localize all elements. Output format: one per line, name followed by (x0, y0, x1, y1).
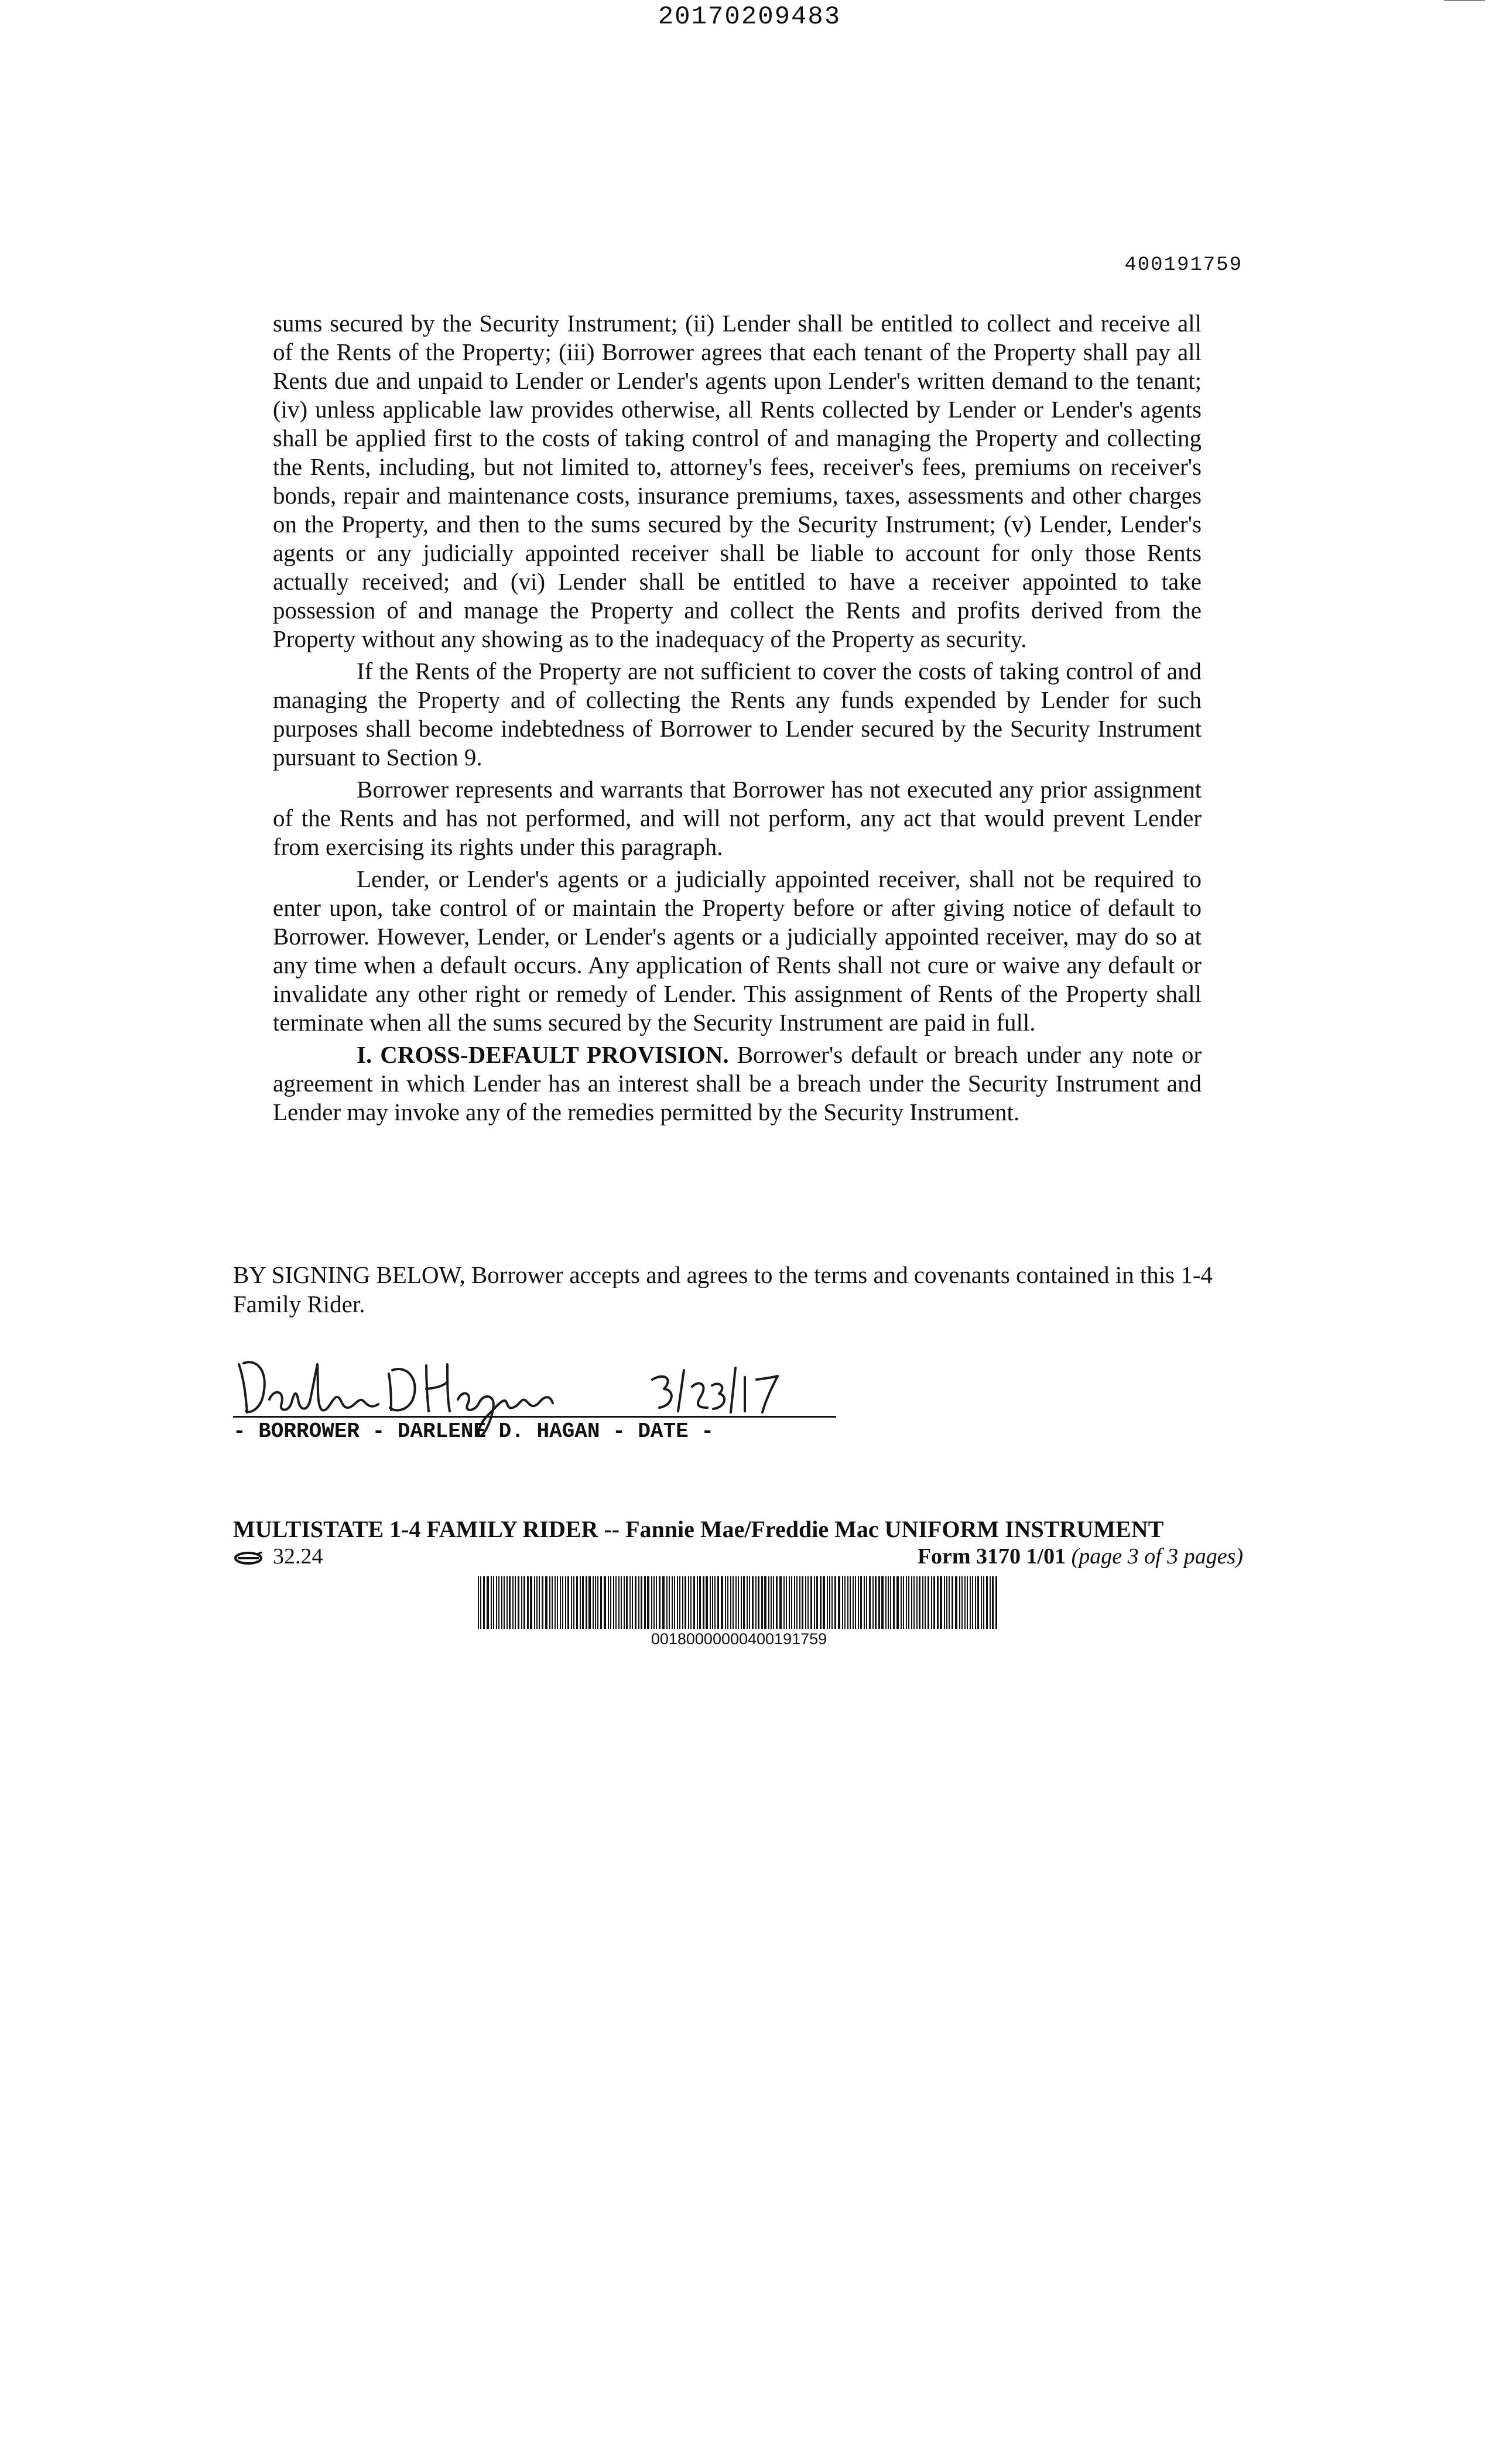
barcode-bar (844, 1576, 846, 1629)
barcode-bar (549, 1576, 550, 1629)
barcode-bar (552, 1576, 553, 1629)
barcode-bar (656, 1576, 657, 1629)
signature-block (233, 1347, 936, 1481)
barcode-bar (888, 1576, 889, 1629)
barcode-bar (530, 1576, 532, 1629)
barcode-bar (928, 1576, 929, 1629)
barcode-bar (699, 1576, 701, 1629)
barcode-bar (615, 1576, 617, 1629)
barcode-bar (491, 1576, 492, 1629)
barcode-bar (571, 1576, 572, 1629)
signing-statement: BY SIGNING BELOW, Borrower accepts and agrees to the terms and covenants contained in this 1-4 Family Rider. (233, 1261, 1213, 1317)
barcode-bar (779, 1576, 782, 1629)
barcode-bar (831, 1576, 833, 1629)
barcode-bar (496, 1576, 497, 1629)
form-title: MULTISTATE 1-4 FAMILY RIDER -- Fannie Mae/Freddie Mac UNIFORM INSTRUMENT (233, 1516, 1164, 1542)
barcode-bar (573, 1576, 574, 1629)
barcode-bar (972, 1576, 973, 1629)
barcode-bar (567, 1576, 569, 1629)
barcode-bar (608, 1576, 609, 1629)
barcode-bar (582, 1576, 584, 1629)
page-count: (page 3 of 3 pages) (1071, 1544, 1243, 1569)
barcode-bar (783, 1576, 785, 1629)
barcode-bar (580, 1576, 581, 1629)
form-reference (918, 1544, 1243, 1569)
barcode-bar (542, 1576, 543, 1629)
barcode-bar (919, 1576, 920, 1629)
signature-caption: - BORROWER - DARLENE D. HAGAN - DATE - (233, 1419, 714, 1443)
barcode-bar (690, 1576, 692, 1629)
barcode-bar (858, 1576, 859, 1629)
barcode-bar (685, 1576, 686, 1629)
barcode-bar (560, 1576, 561, 1629)
barcode-bar (534, 1576, 535, 1629)
barcode-bar (747, 1576, 748, 1629)
barcode-bar (755, 1576, 757, 1629)
barcode-bar (964, 1576, 966, 1629)
barcode-bar (604, 1576, 606, 1629)
barcode-bar (878, 1576, 880, 1629)
barcode-bar (618, 1576, 620, 1629)
barcode-bar (799, 1576, 800, 1629)
barcode-bar (908, 1576, 909, 1629)
barcode-bar (717, 1576, 719, 1629)
barcode-bar (776, 1576, 778, 1629)
barcode-bar (893, 1576, 895, 1629)
barcode-bar (562, 1576, 563, 1629)
paragraph-receiver-not-required: Lender, or Lender's agents or a judicially appointed receiver, shall not be required to enter upon, take control of or maintain the Property before or after giving notice of default to Borrower. However, Lender, or Lender's agents or a judicially appointed receiver, may do so at any time when a default occurs. Any application of Rents shall not cure or waive any default or invalidate any other right or remedy of Lender. This assignment of Rents of the Property shall terminate when all the sums secured by the Security Instrument are paid in full. (273, 865, 1202, 1036)
barcode-bar (504, 1576, 505, 1629)
barcode-bar (621, 1576, 622, 1629)
barcode-bar (501, 1576, 502, 1629)
barcode-bar (810, 1576, 812, 1629)
barcode-bar (483, 1576, 485, 1629)
barcode-bar (738, 1576, 739, 1629)
barcode-bar (903, 1576, 904, 1629)
barcode-bar (730, 1576, 731, 1629)
barcode-bar (959, 1576, 960, 1629)
barcode-bar (697, 1576, 698, 1629)
barcode-bar (714, 1576, 716, 1629)
barcode-bar (595, 1576, 596, 1629)
barcode-bar (981, 1576, 982, 1629)
barcode-bar (967, 1576, 968, 1629)
barcode-bar (838, 1576, 840, 1629)
barcode-bar (555, 1576, 556, 1629)
barcode-number: 00180000000400191759 (651, 1630, 827, 1648)
barcode-bar (653, 1576, 655, 1629)
barcode-bar (916, 1576, 918, 1629)
barcode-bar (624, 1576, 625, 1629)
barcode-bar (635, 1576, 636, 1629)
document-logo-icon (233, 1551, 263, 1566)
barcode-bar (527, 1576, 529, 1629)
barcode-bar (539, 1576, 540, 1629)
barcode-bar (931, 1576, 932, 1629)
barcode-bar (850, 1576, 851, 1629)
barcode-bar (743, 1576, 745, 1629)
barcode-bar (975, 1576, 976, 1629)
barcode-bar (703, 1576, 704, 1629)
barcode-bar (881, 1576, 884, 1629)
barcode-bar (641, 1576, 642, 1629)
barcode-bar (820, 1576, 822, 1629)
barcode-bar (764, 1576, 766, 1629)
paragraph-rents-continuation: sums secured by the Security Instrument; (ii) Lender shall be entitled to collect and receive all of the Rents of the Property; (iii) Borrower agrees that each tenant of the Property shall pay all Rents due and unpaid to Lender or Lender's agents upon Lender's written demand to the tenant; (iv) unless applicable law provides otherwise, all Rents collected by Lender or Lender's agents shall be applied first to the costs of taking control of and managing the Property and collecting the Rents, including, but not limited to, attorney's fees, receiver's fees, premiums on receiver's bonds, repair and maintenance costs, insurance premiums, taxes, assessments and other charges on the Property, and then to the sums secured by the Security Instrument; (v) Lender, Lender's agents or any judicially appointed receiver shall be liable to account for only those Rents actually received; and (vi) Lender shall be entitled to have a receiver appointed to take possession of and manage the Property and collect the Rents and profits derived from the Property without any showing as to the inadequacy of the Property as security. (273, 310, 1202, 652)
barcode-bar (896, 1576, 899, 1629)
barcode-bar (855, 1576, 856, 1629)
barcode-bar (557, 1576, 558, 1629)
corner-mark (1444, 0, 1485, 1)
barcode-bar (674, 1576, 675, 1629)
barcode-bar (955, 1576, 957, 1629)
cross-default-heading: I. CROSS-DEFAULT PROVISION. (357, 1041, 729, 1068)
barcode-bar (925, 1576, 926, 1629)
barcode-bar (565, 1576, 566, 1629)
barcode-bar (961, 1576, 963, 1629)
barcode-bar (842, 1576, 843, 1629)
barcode-bar (493, 1576, 494, 1629)
barcode (475, 1576, 1002, 1629)
barcode-bar (805, 1576, 806, 1629)
loan-number: 400191759 (1124, 254, 1243, 276)
barcode-bar (990, 1576, 991, 1629)
barcode-bar (773, 1576, 774, 1629)
barcode-bar (626, 1576, 628, 1629)
barcode-bar (869, 1576, 871, 1629)
barcode-bar (651, 1576, 652, 1629)
barcode-bar (749, 1576, 750, 1629)
barcode-bar (913, 1576, 915, 1629)
barcode-bar (911, 1576, 912, 1629)
barcode-bar (768, 1576, 769, 1629)
barcode-bar (946, 1576, 947, 1629)
barcode-bar (613, 1576, 614, 1629)
barcode-bar (487, 1576, 489, 1629)
barcode-bar (638, 1576, 639, 1629)
barcode-bar (794, 1576, 795, 1629)
barcode-bar (791, 1576, 792, 1629)
barcode-bar (536, 1576, 538, 1629)
barcode-bar (693, 1576, 695, 1629)
barcode-bar (644, 1576, 646, 1629)
barcode-bar (712, 1576, 713, 1629)
barcode-bar (576, 1576, 578, 1629)
barcode-bar (853, 1576, 854, 1629)
barcode-bar (860, 1576, 862, 1629)
barcode-bar (752, 1576, 754, 1629)
barcode-bar (807, 1576, 809, 1629)
paragraph-borrower-warranty: Borrower represents and warrants that Borrower has not executed any prior assignment of the Rents and has not performed, and will not perform, any act that would prevent Lender from exercising its rights under this paragraph. (273, 776, 1202, 860)
barcode-bar (992, 1576, 994, 1629)
barcode-bar (866, 1576, 867, 1629)
barcode-bar (662, 1576, 665, 1629)
barcode-bar (588, 1576, 591, 1629)
barcode-bar (823, 1576, 825, 1629)
barcode-bar (600, 1576, 602, 1629)
barcode-bar (933, 1576, 935, 1629)
barcode-bar (983, 1576, 984, 1629)
barcode-bar (995, 1576, 997, 1629)
barcode-bar (523, 1576, 525, 1629)
barcode-bar (834, 1576, 836, 1629)
barcode-bar (632, 1576, 633, 1629)
form-number: Form 3170 1/01 (917, 1544, 1066, 1569)
barcode-bar (786, 1576, 787, 1629)
barcode-bar (480, 1576, 481, 1629)
barcode-bar (733, 1576, 734, 1629)
barcode-bar (672, 1576, 673, 1629)
barcode-bar (727, 1576, 728, 1629)
barcode-bar (741, 1576, 742, 1629)
barcode-bar (478, 1576, 479, 1629)
barcode-bar (952, 1576, 953, 1629)
barcode-bar (679, 1576, 680, 1629)
barcode-bar (901, 1576, 902, 1629)
barcode-bar (498, 1576, 499, 1629)
barcode-bar (970, 1576, 971, 1629)
barcode-bar (814, 1576, 815, 1629)
barcode-bar (647, 1576, 649, 1629)
barcode-bar (629, 1576, 631, 1629)
barcode-bar (512, 1576, 514, 1629)
barcode-bar (669, 1576, 670, 1629)
barcode-bar (506, 1576, 508, 1629)
barcode-bar (659, 1576, 660, 1629)
barcode-bar (758, 1576, 759, 1629)
handwritten-signature (233, 1347, 877, 1464)
barcode-bar (682, 1576, 683, 1629)
cross-default-text: Borrower's default or breach under any note or agreement in which Lender has an interest shall be a breach under the Security Instrument and Lender may invoke any of the remedies permitted by the Security Instrument. (273, 1041, 1202, 1125)
barcode-bar (545, 1576, 547, 1629)
barcode-bar (771, 1576, 772, 1629)
barcode-bar (796, 1576, 798, 1629)
barcode-bar (986, 1576, 988, 1629)
paragraph-cross-default (273, 1041, 1202, 1127)
recording-number: 20170209483 (658, 2, 841, 32)
barcode-bar (847, 1576, 848, 1629)
barcode-bar (872, 1576, 874, 1629)
rider-body-text (273, 309, 1202, 1130)
barcode-bar (677, 1576, 678, 1629)
barcode-bar (922, 1576, 923, 1629)
form-code (233, 1544, 323, 1569)
form-footer (233, 1544, 1243, 1573)
barcode-bar (610, 1576, 611, 1629)
barcode-bar (937, 1576, 939, 1629)
barcode-bar (827, 1576, 828, 1629)
barcode-bar (875, 1576, 877, 1629)
barcode-bar (864, 1576, 865, 1629)
barcode-bar (906, 1576, 907, 1629)
barcode-bar (509, 1576, 511, 1629)
barcode-bar (940, 1576, 942, 1629)
barcode-bar (710, 1576, 711, 1629)
barcode-bar (593, 1576, 594, 1629)
barcode-bar (666, 1576, 668, 1629)
barcode-bar (802, 1576, 803, 1629)
barcode-bar (586, 1576, 587, 1629)
barcode-bar (735, 1576, 737, 1629)
barcode-bar (890, 1576, 891, 1629)
barcode-bar (706, 1576, 708, 1629)
barcode-bar (688, 1576, 689, 1629)
barcode-bar (829, 1576, 830, 1629)
barcode-bar (721, 1576, 723, 1629)
barcode-bar (725, 1576, 726, 1629)
paragraph-insufficient-rents: If the Rents of the Property are not sufficient to cover the costs of taking control of and managing the Property and of collecting the Rents any funds expended by Lender for such purposes shall become indebtedness of Borrower to Lender secured by the Security Instrument pursuant to Section 9. (273, 658, 1202, 771)
barcode-bar (977, 1576, 979, 1629)
barcode-bar (789, 1576, 790, 1629)
barcode-bar (761, 1576, 763, 1629)
barcode-bar (816, 1576, 818, 1629)
barcode-bar (944, 1576, 945, 1629)
signature-line (233, 1416, 836, 1418)
barcode-bar (597, 1576, 598, 1629)
barcode-bar (518, 1576, 519, 1629)
barcode-bar (515, 1576, 516, 1629)
barcode-bar (949, 1576, 950, 1629)
form-code-number: 32.24 (273, 1544, 323, 1569)
barcode-bar (885, 1576, 887, 1629)
barcode-bar (521, 1576, 522, 1629)
